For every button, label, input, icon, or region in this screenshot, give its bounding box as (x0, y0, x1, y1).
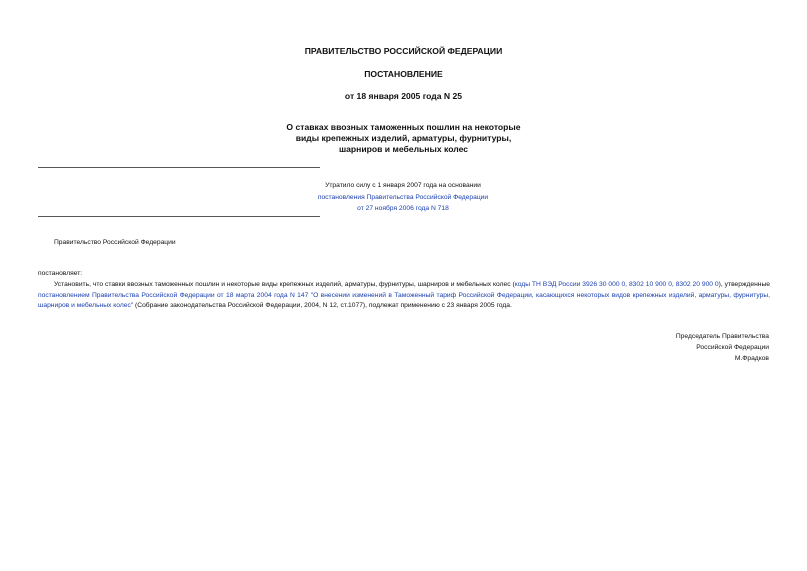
status-note (296, 180, 510, 215)
signature-name: М.Фрадков (734, 355, 769, 362)
document-title-line: шарниров и мебельных колес (338, 144, 469, 154)
divider-bottom (38, 216, 320, 217)
document-title (0, 122, 807, 155)
government-heading: ПРАВИТЕЛЬСТВО РОССИЙСКОЙ ФЕДЕРАЦИИ (304, 46, 503, 56)
body-text-part: ), утвержденные (718, 281, 770, 288)
document-type-heading: ПОСТАНОВЛЕНИЕ (364, 69, 443, 79)
decrees-text: постановляет: (38, 270, 83, 277)
signature-block (676, 331, 769, 364)
issuer-text: Правительство Российской Федерации (54, 239, 176, 246)
referenced-decree-link[interactable]: постановлением Правительства Российской Федерации от 18 марта 2004 года N 147 "О внесении изменений в Таможенный тариф Российской Федерации, касающихся некоторых видов крепежных изделий, арматуры, фурнитуры, шарниров и мебельных колес" (38, 291, 770, 310)
body-text-part: (Собрание законодательства Российской Федерации, 2004, N 12, ст.1077), подлежат применению с 23 января 2005 года. (133, 302, 512, 310)
status-note-text: Утратило силу с 1 января 2007 года на основании (325, 182, 481, 189)
signature-title: Председатель Правительства (675, 333, 769, 340)
document-title-line: виды крепежных изделий, арматуры, фурнитуры, (295, 133, 512, 143)
date-number-heading: от 18 января 2005 года N 25 (344, 91, 463, 101)
signature-org: Российской Федерации (696, 344, 769, 351)
repeal-decree-link[interactable]: постановления Правительства Российской Федерации (317, 193, 489, 201)
body-text-part: Установить, что ставки ввозных таможенных пошлин и некоторые виды крепежных изделий, арматуры, фурнитуры, шарниров и мебельных колес ( (54, 281, 515, 288)
customs-codes-link[interactable]: коды ТН ВЭД России 3926 30 000 0, 8302 10 900 0, 8302 20 900 0 (514, 281, 719, 288)
repeal-decree-date-link[interactable]: от 27 ноября 2006 года N 718 (357, 205, 449, 212)
divider-top (38, 167, 320, 168)
body-paragraph (38, 280, 770, 312)
document-title-line: О ставках ввозных таможенных пошлин на некоторые (286, 122, 521, 132)
